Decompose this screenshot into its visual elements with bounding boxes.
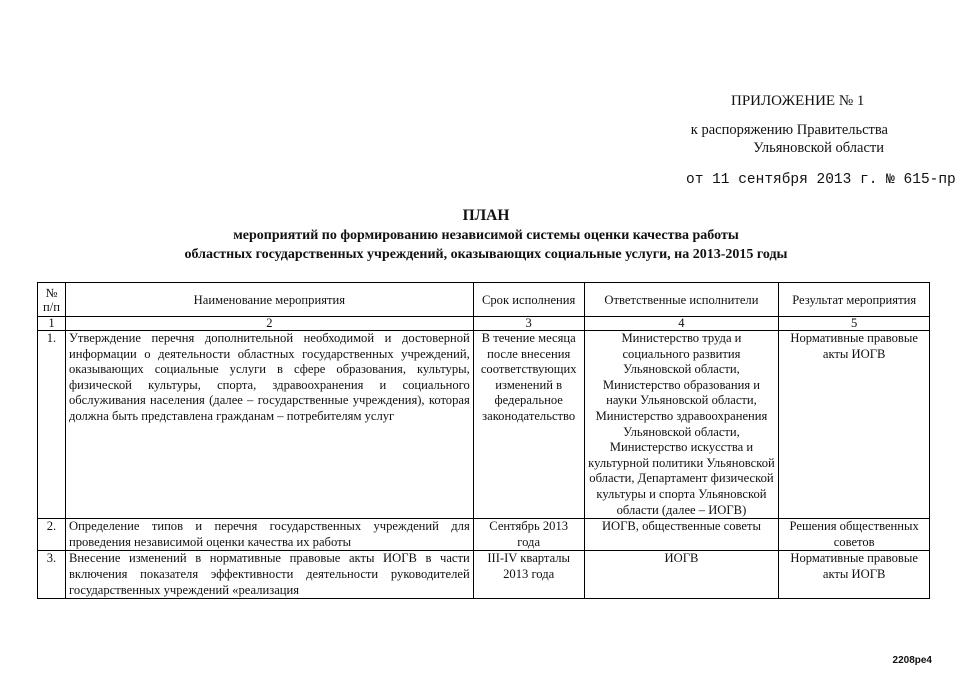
order-line-2: Ульяновской области — [753, 140, 884, 156]
plan-subtitle-line1: мероприятий по формированию независимой системы оценки качества работы — [233, 228, 739, 243]
column-number: 1 — [38, 317, 66, 331]
activity-name: Определение типов и перечня государственных учреждений для проведения независимой оценки качества их работы — [65, 519, 473, 551]
plan-subtitle-line2: областных государственных учреждений, оказывающих социальные услуги, на 2013-2015 годы — [184, 247, 788, 262]
row-number: 1. — [38, 331, 66, 519]
row-number: 2. — [38, 519, 66, 551]
deadline: III-IV кварталы 2013 года — [473, 551, 584, 599]
column-number: 5 — [779, 317, 930, 331]
header-deadline: Срок исполнения — [473, 283, 584, 317]
appendix-label: ПРИЛОЖЕНИЕ № 1 — [731, 93, 865, 109]
row-number: 3. — [38, 551, 66, 599]
column-number-row — [38, 317, 930, 331]
responsible: ИОГВ, общественные советы — [584, 519, 779, 551]
responsible: ИОГВ — [584, 551, 779, 599]
header-responsible: Ответственные исполнители — [584, 283, 779, 317]
table-row — [38, 331, 930, 519]
activity-name: Внесение изменений в нормативные правовые акты ИОГВ в части включения показателя эффективности деятельности руководителей государственных учреждений «реализация — [65, 551, 473, 599]
header-activity-name: Наименование мероприятия — [65, 283, 473, 317]
header-number: № п/п — [38, 283, 66, 317]
header-result: Результат мероприятия — [779, 283, 930, 317]
deadline: Сентябрь 2013 года — [473, 519, 584, 551]
table-row — [38, 519, 930, 551]
result: Нормативные правовые акты ИОГВ — [779, 551, 930, 599]
result: Решения общественных советов — [779, 519, 930, 551]
order-line-1: к распоряжению Правительства — [690, 122, 888, 138]
column-number: 2 — [65, 317, 473, 331]
table-row — [38, 551, 930, 599]
table-header-row — [38, 283, 930, 317]
plan-table — [37, 282, 930, 599]
plan-title: ПЛАН — [462, 207, 510, 224]
column-number: 4 — [584, 317, 779, 331]
activity-name: Утверждение перечня дополнительной необходимой и достоверной информации о деятельности областных государственных учреждений, оказывающих социальные услуги в сфере образования, культуры, физической культуры, спорта, здравоохранения и социального обслуживания населения (далее – государственные учреждения), которая должна быть представлена гражданам – потребителям услуг — [65, 331, 473, 519]
responsible: Министерство труда и социального развития Ульяновской области, Министерство образования и науки Ульяновской области, Министерство здравоохранения Ульяновской области, Министерство искусства и культурной политики Ульяновской области, Департамент физической культуры и спорта Ульяновской области (далее – ИОГВ) — [584, 331, 779, 519]
order-date-number: от 11 сентября 2013 г. № 615-пр — [686, 172, 956, 188]
deadline: В течение месяца после внесения соответствующих изменений в федеральное законодательство — [473, 331, 584, 519]
document-code: 2208ре4 — [892, 655, 932, 666]
result: Нормативные правовые акты ИОГВ — [779, 331, 930, 519]
column-number: 3 — [473, 317, 584, 331]
